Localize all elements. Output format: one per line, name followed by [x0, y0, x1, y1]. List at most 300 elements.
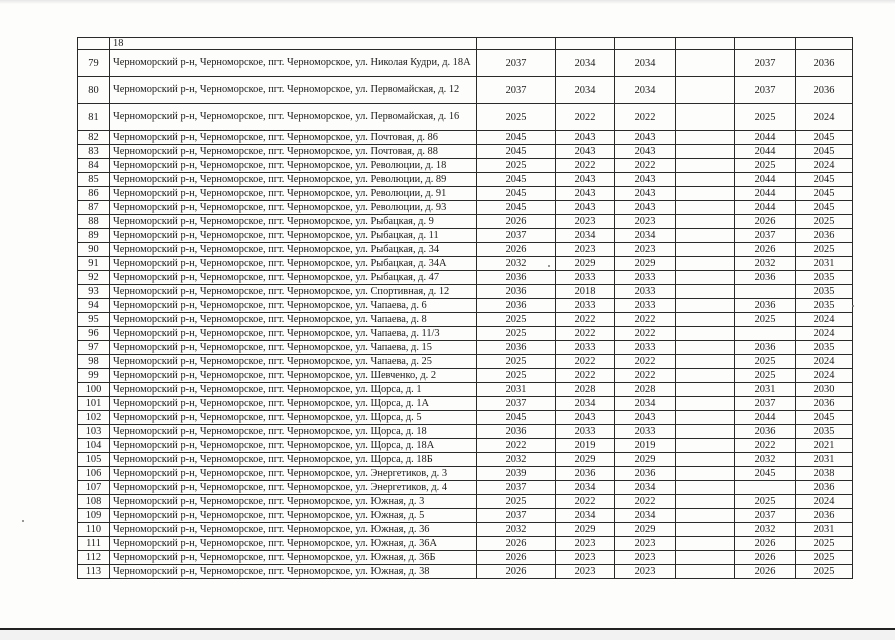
address-cell: Черноморский р-н, Черноморское, пгт. Черноморское, ул. Первомайская, д. 12 [110, 77, 477, 104]
address-cell: Черноморский р-н, Черноморское, пгт. Черноморское, ул. Спортивная, д. 12 [110, 285, 477, 299]
year-cell: 2037 [477, 509, 556, 523]
year-cell [676, 104, 735, 131]
year-cell: 2036 [477, 285, 556, 299]
address-fragment: 18 [110, 38, 477, 50]
year-cell [676, 229, 735, 243]
year-cell: 2025 [735, 495, 796, 509]
row-number-cell: 79 [78, 50, 110, 77]
table-row [78, 327, 853, 341]
year-cell: 2033 [615, 341, 676, 355]
year-cell: 2026 [477, 243, 556, 257]
year-cell [676, 565, 735, 579]
year-cell: 2034 [556, 77, 615, 104]
row-number-cell: 107 [78, 481, 110, 495]
year-cell: 2034 [556, 481, 615, 495]
year-cell: 2033 [556, 341, 615, 355]
row-number-cell: 99 [78, 369, 110, 383]
year-cell: 2032 [735, 453, 796, 467]
year-cell: 2036 [477, 271, 556, 285]
year-cell: 2023 [556, 551, 615, 565]
value-cell [735, 38, 796, 50]
year-cell: 2035 [796, 341, 853, 355]
year-cell [676, 215, 735, 229]
year-cell: 2034 [615, 50, 676, 77]
year-cell: 2033 [615, 425, 676, 439]
year-cell [676, 299, 735, 313]
year-cell: 2037 [477, 397, 556, 411]
year-cell: 2033 [556, 299, 615, 313]
year-cell: 2033 [615, 299, 676, 313]
address-cell: Черноморский р-н, Черноморское, пгт. Черноморское, ул. Рыбацкая, д. 34А [110, 257, 477, 271]
year-cell [676, 271, 735, 285]
row-number-cell: 93 [78, 285, 110, 299]
year-cell: 2037 [477, 481, 556, 495]
year-cell: 2022 [556, 327, 615, 341]
year-cell: 2035 [796, 285, 853, 299]
address-cell: Черноморский р-н, Черноморское, пгт. Черноморское, ул. Щорса, д. 18А [110, 439, 477, 453]
year-cell: 2032 [735, 257, 796, 271]
year-cell: 2023 [615, 215, 676, 229]
year-cell: 2044 [735, 173, 796, 187]
address-cell: Черноморский р-н, Черноморское, пгт. Черноморское, ул. Щорса, д. 5 [110, 411, 477, 425]
year-cell: 2037 [477, 50, 556, 77]
year-cell: 2024 [796, 313, 853, 327]
year-cell [676, 327, 735, 341]
table-row [78, 397, 853, 411]
year-cell: 2022 [615, 159, 676, 173]
address-cell: Черноморский р-н, Черноморское, пгт. Черноморское, ул. Энергетиков, д. 4 [110, 481, 477, 495]
year-cell: 2023 [556, 565, 615, 579]
scan-edge [0, 0, 895, 4]
row-number-cell: 85 [78, 173, 110, 187]
year-cell [676, 285, 735, 299]
year-cell: 2022 [477, 439, 556, 453]
year-cell: 2022 [615, 327, 676, 341]
row-number-cell: 96 [78, 327, 110, 341]
year-cell: 2044 [735, 411, 796, 425]
row-number-cell: 88 [78, 215, 110, 229]
year-cell: 2022 [556, 104, 615, 131]
year-cell: 2043 [556, 131, 615, 145]
row-number-cell: 102 [78, 411, 110, 425]
year-cell: 2035 [796, 271, 853, 285]
year-cell: 2034 [615, 397, 676, 411]
year-cell: 2025 [477, 495, 556, 509]
year-cell: 2034 [556, 50, 615, 77]
year-cell: 2025 [477, 369, 556, 383]
year-cell: 2029 [615, 257, 676, 271]
year-cell: 2034 [556, 229, 615, 243]
year-cell: 2029 [556, 523, 615, 537]
continuation-row [78, 38, 853, 50]
year-cell: 2036 [796, 229, 853, 243]
year-cell: 2021 [796, 439, 853, 453]
table-row [78, 104, 853, 131]
row-number-cell: 83 [78, 145, 110, 159]
table-body [78, 38, 853, 579]
year-cell: 2045 [796, 173, 853, 187]
row-number-cell: 81 [78, 104, 110, 131]
year-cell: 2045 [477, 173, 556, 187]
year-cell: 2036 [796, 481, 853, 495]
year-cell: 2022 [615, 369, 676, 383]
year-cell: 2031 [735, 383, 796, 397]
year-cell [676, 257, 735, 271]
year-cell: 2033 [556, 425, 615, 439]
table-row [78, 215, 853, 229]
table-row [78, 257, 853, 271]
row-number-cell: 109 [78, 509, 110, 523]
year-cell: 2043 [556, 201, 615, 215]
year-cell: 2031 [796, 523, 853, 537]
table-row [78, 159, 853, 173]
year-cell: 2025 [735, 355, 796, 369]
year-cell: 2026 [735, 565, 796, 579]
year-cell: 2025 [477, 159, 556, 173]
year-cell: 2037 [735, 77, 796, 104]
year-cell: 2029 [615, 523, 676, 537]
year-cell: 2029 [556, 257, 615, 271]
year-cell: 2025 [735, 159, 796, 173]
year-cell [676, 50, 735, 77]
year-cell: 2045 [477, 201, 556, 215]
year-cell [676, 77, 735, 104]
address-cell: Черноморский р-н, Черноморское, пгт. Черноморское, ул. Почтовая, д. 88 [110, 145, 477, 159]
table-row [78, 453, 853, 467]
year-cell: 2045 [477, 187, 556, 201]
year-cell: 2032 [477, 453, 556, 467]
year-cell: 2023 [615, 243, 676, 257]
row-number-cell: 80 [78, 77, 110, 104]
year-cell: 2036 [796, 509, 853, 523]
row-number-cell [78, 38, 110, 50]
year-cell: 2029 [556, 453, 615, 467]
row-number-cell: 94 [78, 299, 110, 313]
year-cell [676, 201, 735, 215]
year-cell [735, 327, 796, 341]
year-cell [676, 313, 735, 327]
year-cell: 2044 [735, 145, 796, 159]
table-row [78, 509, 853, 523]
address-cell: Черноморский р-н, Черноморское, пгт. Черноморское, ул. Революции, д. 89 [110, 173, 477, 187]
year-cell [676, 523, 735, 537]
row-number-cell: 98 [78, 355, 110, 369]
year-cell: 2028 [615, 383, 676, 397]
year-cell: 2024 [796, 369, 853, 383]
address-cell: Черноморский р-н, Черноморское, пгт. Черноморское, ул. Рыбацкая, д. 47 [110, 271, 477, 285]
year-cell: 2045 [796, 411, 853, 425]
table-row [78, 481, 853, 495]
year-cell: 2031 [796, 453, 853, 467]
row-number-cell: 92 [78, 271, 110, 285]
year-cell: 2018 [556, 285, 615, 299]
year-cell: 2030 [796, 383, 853, 397]
year-cell: 2022 [615, 104, 676, 131]
table-row [78, 341, 853, 355]
address-cell: Черноморский р-н, Черноморское, пгт. Черноморское, ул. Чапаева, д. 11/3 [110, 327, 477, 341]
year-cell: 2032 [735, 523, 796, 537]
table-row [78, 355, 853, 369]
address-cell: Черноморский р-н, Черноморское, пгт. Черноморское, ул. Рыбацкая, д. 9 [110, 215, 477, 229]
year-cell [676, 495, 735, 509]
value-cell [615, 38, 676, 50]
year-cell: 2037 [735, 229, 796, 243]
address-cell: Черноморский р-н, Черноморское, пгт. Черноморское, ул. Южная, д. 38 [110, 565, 477, 579]
year-cell: 2043 [615, 145, 676, 159]
year-cell: 2025 [477, 104, 556, 131]
year-cell: 2026 [735, 215, 796, 229]
year-cell: 2025 [477, 355, 556, 369]
address-cell: Черноморский р-н, Черноморское, пгт. Черноморское, ул. Чапаева, д. 25 [110, 355, 477, 369]
year-cell: 2019 [615, 439, 676, 453]
year-cell: 2036 [477, 425, 556, 439]
year-cell: 2035 [796, 299, 853, 313]
scan-bottom-band [0, 630, 895, 640]
table-row [78, 411, 853, 425]
scan-speck [548, 265, 550, 267]
year-cell: 2043 [556, 187, 615, 201]
year-cell: 2026 [477, 215, 556, 229]
year-cell: 2036 [735, 271, 796, 285]
year-cell: 2045 [477, 131, 556, 145]
year-cell: 2025 [796, 551, 853, 565]
year-cell: 2045 [796, 145, 853, 159]
year-cell [735, 285, 796, 299]
row-number-cell: 101 [78, 397, 110, 411]
table-row [78, 313, 853, 327]
year-cell: 2025 [477, 327, 556, 341]
year-cell: 2044 [735, 201, 796, 215]
year-cell: 2044 [735, 131, 796, 145]
year-cell: 2025 [477, 313, 556, 327]
year-cell: 2044 [735, 187, 796, 201]
row-number-cell: 103 [78, 425, 110, 439]
table-row [78, 50, 853, 77]
year-cell: 2026 [477, 565, 556, 579]
year-cell: 2037 [477, 77, 556, 104]
table-row [78, 439, 853, 453]
year-cell: 2033 [615, 285, 676, 299]
year-cell: 2043 [556, 173, 615, 187]
year-cell: 2025 [735, 369, 796, 383]
year-cell [735, 481, 796, 495]
year-cell: 2036 [477, 299, 556, 313]
year-cell: 2034 [556, 397, 615, 411]
year-cell: 2023 [615, 537, 676, 551]
row-number-cell: 105 [78, 453, 110, 467]
year-cell: 2022 [556, 313, 615, 327]
year-cell: 2025 [796, 565, 853, 579]
row-number-cell: 108 [78, 495, 110, 509]
year-cell: 2025 [796, 243, 853, 257]
year-cell: 2031 [477, 383, 556, 397]
table-row [78, 495, 853, 509]
address-cell: Черноморский р-н, Черноморское, пгт. Черноморское, ул. Южная, д. 36Б [110, 551, 477, 565]
year-cell: 2028 [556, 383, 615, 397]
year-cell: 2036 [615, 467, 676, 481]
year-cell [676, 509, 735, 523]
year-cell: 2026 [477, 537, 556, 551]
year-cell: 2025 [796, 215, 853, 229]
year-cell [676, 425, 735, 439]
year-cell: 2022 [556, 495, 615, 509]
year-cell [676, 131, 735, 145]
year-cell: 2022 [615, 313, 676, 327]
value-cell [676, 38, 735, 50]
year-cell [676, 439, 735, 453]
year-cell: 2036 [735, 341, 796, 355]
year-cell: 2026 [735, 537, 796, 551]
year-cell [676, 481, 735, 495]
row-number-cell: 111 [78, 537, 110, 551]
year-cell [676, 537, 735, 551]
year-cell: 2023 [615, 565, 676, 579]
address-cell: Черноморский р-н, Черноморское, пгт. Черноморское, ул. Почтовая, д. 86 [110, 131, 477, 145]
year-cell [676, 551, 735, 565]
year-cell: 2025 [796, 537, 853, 551]
year-cell: 2043 [615, 131, 676, 145]
table-row [78, 383, 853, 397]
year-cell [676, 355, 735, 369]
address-cell: Черноморский р-н, Черноморское, пгт. Черноморское, ул. Щорса, д. 1 [110, 383, 477, 397]
year-cell: 2037 [477, 229, 556, 243]
year-cell: 2032 [477, 257, 556, 271]
row-number-cell: 84 [78, 159, 110, 173]
year-cell: 2023 [556, 215, 615, 229]
year-cell: 2022 [556, 159, 615, 173]
year-cell: 2023 [556, 537, 615, 551]
address-cell: Черноморский р-н, Черноморское, пгт. Черноморское, ул. Рыбацкая, д. 11 [110, 229, 477, 243]
year-cell: 2036 [735, 299, 796, 313]
table-row [78, 299, 853, 313]
year-cell: 2024 [796, 104, 853, 131]
address-cell: Черноморский р-н, Черноморское, пгт. Черноморское, ул. Южная, д. 36 [110, 523, 477, 537]
year-cell [676, 341, 735, 355]
housing-register-table [77, 37, 853, 579]
row-number-cell: 100 [78, 383, 110, 397]
row-number-cell: 110 [78, 523, 110, 537]
year-cell: 2022 [556, 369, 615, 383]
year-cell: 2043 [615, 411, 676, 425]
year-cell: 2043 [615, 201, 676, 215]
year-cell [676, 467, 735, 481]
year-cell: 2034 [556, 509, 615, 523]
row-number-cell: 113 [78, 565, 110, 579]
year-cell: 2043 [556, 145, 615, 159]
row-number-cell: 112 [78, 551, 110, 565]
year-cell: 2033 [615, 271, 676, 285]
table-row [78, 187, 853, 201]
address-cell: Черноморский р-н, Черноморское, пгт. Черноморское, ул. Николая Кудри, д. 18А [110, 50, 477, 77]
row-number-cell: 91 [78, 257, 110, 271]
table-row [78, 523, 853, 537]
address-cell: Черноморский р-н, Черноморское, пгт. Черноморское, ул. Щорса, д. 1А [110, 397, 477, 411]
table-row [78, 271, 853, 285]
row-number-cell: 97 [78, 341, 110, 355]
year-cell [676, 411, 735, 425]
year-cell [676, 187, 735, 201]
year-cell: 2045 [477, 411, 556, 425]
address-cell: Черноморский р-н, Черноморское, пгт. Черноморское, ул. Щорса, д. 18Б [110, 453, 477, 467]
year-cell: 2039 [477, 467, 556, 481]
year-cell: 2037 [735, 509, 796, 523]
address-cell: Черноморский р-н, Черноморское, пгт. Черноморское, ул. Чапаева, д. 6 [110, 299, 477, 313]
year-cell [676, 453, 735, 467]
table-row [78, 201, 853, 215]
table-row [78, 537, 853, 551]
year-cell: 2037 [735, 397, 796, 411]
year-cell: 2045 [796, 131, 853, 145]
year-cell: 2043 [615, 173, 676, 187]
value-cell [796, 38, 853, 50]
year-cell [676, 397, 735, 411]
year-cell [676, 159, 735, 173]
year-cell: 2036 [796, 397, 853, 411]
year-cell: 2036 [477, 341, 556, 355]
year-cell: 2036 [556, 467, 615, 481]
address-cell: Черноморский р-н, Черноморское, пгт. Черноморское, ул. Революции, д. 91 [110, 187, 477, 201]
table-row [78, 425, 853, 439]
year-cell: 2025 [735, 313, 796, 327]
year-cell: 2038 [796, 467, 853, 481]
year-cell: 2034 [615, 77, 676, 104]
row-number-cell: 82 [78, 131, 110, 145]
address-cell: Черноморский р-н, Черноморское, пгт. Черноморское, ул. Щорса, д. 18 [110, 425, 477, 439]
address-cell: Черноморский р-н, Черноморское, пгт. Черноморское, ул. Чапаева, д. 15 [110, 341, 477, 355]
address-cell: Черноморский р-н, Черноморское, пгт. Черноморское, ул. Энергетиков, д. 3 [110, 467, 477, 481]
year-cell [676, 243, 735, 257]
year-cell: 2036 [735, 425, 796, 439]
scan-speck [852, 305, 854, 307]
year-cell: 2045 [735, 467, 796, 481]
table-row [78, 565, 853, 579]
year-cell: 2024 [796, 327, 853, 341]
row-number-cell: 90 [78, 243, 110, 257]
row-number-cell: 86 [78, 187, 110, 201]
year-cell: 2045 [796, 201, 853, 215]
table-row [78, 551, 853, 565]
row-number-cell: 104 [78, 439, 110, 453]
address-cell: Черноморский р-н, Черноморское, пгт. Черноморское, ул. Южная, д. 5 [110, 509, 477, 523]
table-row [78, 467, 853, 481]
year-cell: 2034 [615, 509, 676, 523]
year-cell: 2034 [615, 229, 676, 243]
year-cell: 2036 [796, 77, 853, 104]
address-cell: Черноморский р-н, Черноморское, пгт. Черноморское, ул. Южная, д. 3 [110, 495, 477, 509]
year-cell: 2023 [556, 243, 615, 257]
year-cell: 2032 [477, 523, 556, 537]
year-cell [676, 173, 735, 187]
table-row [78, 145, 853, 159]
year-cell: 2045 [796, 187, 853, 201]
row-number-cell: 87 [78, 201, 110, 215]
year-cell: 2031 [796, 257, 853, 271]
table-row [78, 77, 853, 104]
row-number-cell: 106 [78, 467, 110, 481]
year-cell: 2026 [477, 551, 556, 565]
year-cell: 2024 [796, 159, 853, 173]
table-row [78, 369, 853, 383]
year-cell: 2019 [556, 439, 615, 453]
year-cell [676, 383, 735, 397]
address-cell: Черноморский р-н, Черноморское, пгт. Черноморское, ул. Шевченко, д. 2 [110, 369, 477, 383]
address-cell: Черноморский р-н, Черноморское, пгт. Черноморское, ул. Рыбацкая, д. 34 [110, 243, 477, 257]
address-cell: Черноморский р-н, Черноморское, пгт. Черноморское, ул. Революции, д. 18 [110, 159, 477, 173]
year-cell: 2035 [796, 425, 853, 439]
year-cell: 2029 [615, 453, 676, 467]
year-cell: 2045 [477, 145, 556, 159]
year-cell: 2043 [615, 187, 676, 201]
